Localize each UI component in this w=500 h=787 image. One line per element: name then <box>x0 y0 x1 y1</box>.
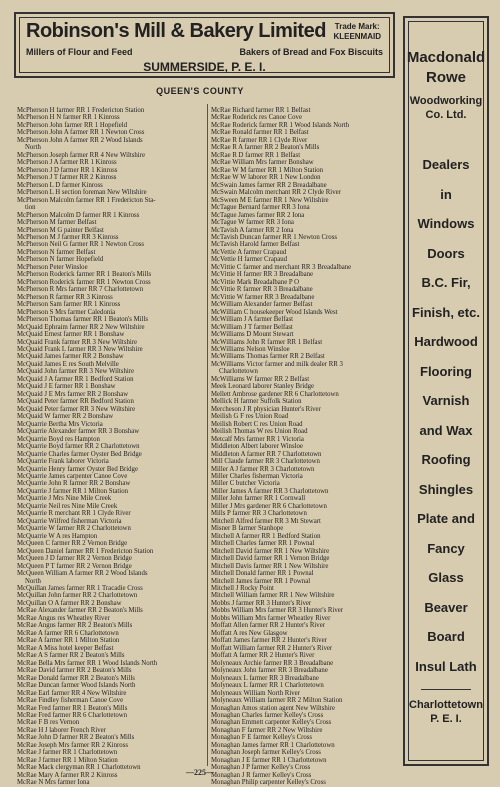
directory-entry: McQuarrie Alexander farmer RR 3 Bonshaw <box>17 428 140 436</box>
directory-entry: McPherson John A farmer RR 1 Newton Cross <box>17 129 145 137</box>
top-advertisement <box>14 12 395 78</box>
directory-entry: McWilliams D Mount Stewart <box>211 331 294 339</box>
directory-entry: McQuarrie Boyd res Hampton <box>17 435 100 443</box>
directory-entry: Mitchell J Rocky Point <box>211 585 274 592</box>
directory-entry: McWilliam J A farmer Belfast <box>211 316 294 324</box>
directory-entry: McVittie C farmer and merchant RR 3 Breadalbane <box>211 263 352 271</box>
ad-right-item: Beaver <box>424 599 468 615</box>
ad-company-name: Robinson's Mill & Bakery Limited <box>26 20 326 42</box>
ad-right-item: and Wax <box>419 422 473 438</box>
directory-entry: McQuarrie Charles farmer Oyster Bed Bridge <box>17 450 142 458</box>
directory-entry: McRae W M farmer RR 1 Milton Station <box>211 166 324 174</box>
directory-entry: McQuarrie Neil res Nine Mile Creek <box>17 502 118 510</box>
ad-right-item: Hardwood <box>414 334 478 349</box>
directory-entry: McQuarrie W farmer RR 2 Charlottetown <box>17 525 131 533</box>
ad-right-item: Plate and <box>417 511 475 526</box>
directory-entry: McRae F B res Vernon <box>17 719 80 727</box>
directory-entry: McPherson Malcolm D farmer RR 1 Kinross <box>17 211 140 219</box>
directory-entry: McRae Roderick farmer RR 1 Wood Islands North <box>211 121 350 129</box>
directory-entry: McQuaid Peter farmer RR Bedford Station <box>17 398 134 406</box>
directory-entry: McQuaid J E farmer RR 1 Bonshaw <box>17 383 116 391</box>
directory-entry: Meilish Robert C res Union Road <box>211 420 303 428</box>
directory-entry: McVittie H farmer RR 3 Breadalbane <box>211 271 314 279</box>
section-title: QUEEN'S COUNTY <box>156 86 244 96</box>
directory-entry: McWilliams Victor farmer and milk dealer RR 3 <box>211 360 343 368</box>
directory-entry: Charlottetown <box>219 368 258 376</box>
directory-entry: Monaghan F E farmer Kelley's Cross <box>211 734 313 742</box>
directory-entry: Mitchell Alfred farmer RR 3 Mt Stewart <box>211 517 321 525</box>
directory-entry: McPherson L D farmer Kinross <box>17 181 103 189</box>
directory-entry: McQuarrie Wilfred fisherman Victoria <box>17 517 122 525</box>
directory-entry: McSwain Malcolm merchant RR 2 Clyde River <box>211 189 341 197</box>
directory-entry: McQuaid James E res South Melville <box>17 360 119 368</box>
ad-trademark <box>333 22 381 42</box>
ad-trademark-name: KLEENMAID <box>333 32 381 41</box>
directory-entry: McQueen Daniel farmer RR 1 Fredericton Station <box>17 547 154 555</box>
ad-right-item: Glass <box>428 570 464 585</box>
directory-entry: McQuarrie W A res Hampton <box>17 532 98 540</box>
directory-entry: McQuillan John farmer RR 2 Charlottetown <box>17 592 138 600</box>
ad-right-item: Windows <box>417 216 475 231</box>
directory-entry: McRae R D farmer RR 1 Belfast <box>211 151 301 159</box>
directory-entry: McPherson Peter Winsloe <box>17 263 88 271</box>
directory-entry: McQueen P T farmer RR 2 Vernon Bridge <box>17 562 132 570</box>
directory-entry: McQueen William A farmer RR 2 Wood Islands <box>17 570 148 578</box>
ad-right-service: Bakers of Bread and Fox Biscuits <box>239 47 383 57</box>
ad-right-item: Doors <box>427 245 465 261</box>
directory-entry: McQuaid J A farmer RR 1 Bedford Station <box>17 375 134 383</box>
directory-entry: McRae Findley fisherman Canoe Cove <box>17 697 124 705</box>
directory-entry: McRae A farmer RR 6 Charlottetown <box>17 629 119 637</box>
directory-entry: McQuarrie James carpenter Canoe Cove <box>17 472 128 480</box>
directory-entry: McWilliam J T farmer Belfast <box>211 323 293 331</box>
directory-entry: Molyneaux Archie farmer RR 3 Breadalbane <box>211 659 334 667</box>
directory-entry: McQuaid Frank L farmer RR 3 New Wiltshire <box>17 346 143 353</box>
directory-entry: Moffatt William farmer RR 2 Hunter's River <box>211 644 333 652</box>
directory-entry: McRae Roderick res Canoe Cove <box>211 114 302 122</box>
directory-entry: McQuarrie John R farmer RR 2 Bonshaw <box>17 480 131 488</box>
directory-entry: McPherson L H section foreman New Wiltshire <box>17 189 147 197</box>
directory-entry: Monaghan F farmer RR 2 New Wiltshire <box>211 726 323 734</box>
directory-entry: McRae Bella Mrs farmer RR 1 Wood Islands North <box>17 659 158 667</box>
directory-entry: McRae John D farmer RR 2 Beaton's Mills <box>17 734 135 742</box>
directory-entry: McQuillan James farmer RR 1 Tracadie Cross <box>17 585 143 592</box>
ad-right-content <box>405 48 487 726</box>
ad-right-rule <box>421 689 471 690</box>
directory-entry: McPherson M J farmer RR 3 Kinross <box>17 233 119 241</box>
directory-entry: McRae Earl farmer RR 4 New Wiltshire <box>17 689 127 697</box>
directory-entry: Mitchell Donald farmer RR 1 Pownal <box>211 570 314 578</box>
directory-entry: Miller A J farmer RR 3 Charlottetown <box>211 465 315 473</box>
directory-entry: Mills P farmer RR 3 Charlottetown <box>211 510 307 518</box>
directory-entry: Miller J Mrs gardener RR 6 Charlottetown <box>211 502 327 510</box>
directory-entry: McRae Duncan farmer Wood Islands North <box>17 682 136 690</box>
directory-entry: Mitchell David farmer RR 1 Vernon Bridge <box>211 555 330 563</box>
directory-entry: Miller James A farmer RR 3 Charlottetown <box>211 487 329 495</box>
directory-entry: Mitchell A farmer RR 1 Bedford Station <box>211 532 321 540</box>
directory-entry: McPherson S Mrs farmer Caledonia <box>17 308 116 316</box>
directory-entry: Monaghan J P farmer Kelley's Cross <box>211 764 311 772</box>
directory-entry: Monaghan Philip carpenter Kelley's Cross <box>211 779 326 787</box>
directory-entry: Monaghan J R farmer Kelley's Cross <box>211 771 312 779</box>
directory-entry: McQuarrie Bertha Mrs Victoria <box>17 420 103 428</box>
ad-place: SUMMERSIDE, P. E. I. <box>143 60 266 74</box>
directory-entry: McTague W farmer RR 3 Iona <box>211 219 294 227</box>
directory-entry: Molyneaux L farmer RR 1 Charlottetown <box>211 682 324 690</box>
directory-entry: Meilish G F res Union Road <box>211 413 289 421</box>
directory-entry: McQuaid W farmer RR 2 Bonshaw <box>17 413 114 421</box>
directory-entry: North <box>25 577 41 585</box>
directory-entry: Monaghan Amos station agent New Wiltshire <box>211 704 336 712</box>
ad-right-item: Varnish <box>422 393 470 408</box>
directory-entry: Monaghan Emmett carpenter Kelley's Cross <box>211 719 332 727</box>
directory-entry: McRae David farmer RR 2 Beaton's Mills <box>17 667 132 675</box>
ad-right-town-line1: Charlottetown <box>409 699 483 711</box>
directory-entry: Monaghan Joseph farmer Kelley's Cross <box>211 749 321 757</box>
directory-entry: Moffatt A farmer RR 2 Hunter's River <box>211 652 315 660</box>
directory-entry: Meek Leonard laborer Stanley Bridge <box>211 383 315 391</box>
directory-entry: Middleton Albert laborer Winsloe <box>211 443 303 451</box>
directory-entry: tion <box>25 204 36 212</box>
page-number: —225— <box>186 768 214 777</box>
directory-entry: Moffatt James farmer RR 2 Hunter's River <box>211 637 327 645</box>
ad-right-item: Finish, etc. <box>412 304 480 320</box>
directory-entry: Molyneaux L farmer RR 3 Breadalbane <box>211 674 319 682</box>
directory-entry: Mitchell James farmer RR 1 Pownal <box>211 577 311 585</box>
ad-right-town-line2: P. E. I. <box>430 713 462 725</box>
directory-entry: Monaghan Charles farmer Kelley's Cross <box>211 711 324 719</box>
directory-entry: McPherson Roderick farmer RR 1 Newton Cross <box>17 278 151 286</box>
directory-entry: McPherson R Mrs farmer RR 7 Charlottetown <box>17 286 144 294</box>
directory-entry: McWilliams John R farmer RR 1 Belfast <box>211 338 323 346</box>
directory-entry: McRae Richard farmer RR 1 Belfast <box>211 107 311 114</box>
ad-right-item: Roofing <box>421 452 471 467</box>
directory-entry: McVettie A farmer Crapaud <box>211 248 287 256</box>
ad-right-item: Shingles <box>418 481 474 497</box>
directory-entry: McRae H J laborer French River <box>17 726 106 734</box>
directory-entry: North <box>25 144 41 152</box>
directory-entry: McRae A Miss hotel keeper Belfast <box>17 644 114 652</box>
directory-entry: Mellett Ambrose gardener RR 6 Charlottetown <box>211 390 339 398</box>
directory-entry: Mitchell William farmer RR 1 New Wiltshire <box>211 592 335 600</box>
ad-right-company: Macdonald Rowe <box>406 49 486 86</box>
directory-entry: McTavish Harold farmer Belfast <box>211 241 300 249</box>
directory-entry: McPherson H N farmer RR 1 Kinross <box>17 114 120 122</box>
directory-entry: McPherson N farmer Belfast <box>17 248 96 256</box>
directory-entry: McSween M E farmer RR 1 New Wiltshire <box>211 196 329 204</box>
directory-entry: McQueen J D farmer RR 2 Vernon Bridge <box>17 555 132 563</box>
ad-trademark-label: Trade Mark: <box>334 22 380 31</box>
directory-entry: McTavish A farmer RR 2 Iona <box>211 226 294 234</box>
directory-entry: McPherson Sam farmer RR 1 Kinross <box>17 301 121 309</box>
directory-entry: Molyneaux William North River <box>211 689 300 697</box>
ad-right-item: Insul Lath <box>415 658 477 674</box>
directory-entry: Moffatt A res New Glasgow <box>211 629 288 637</box>
directory-entry: Mitchell Charles farmer RR 1 Pownal <box>211 540 315 548</box>
ad-right-item: Board <box>427 629 465 644</box>
directory-entry: McWilliam Alexander farmer Belfast <box>211 301 313 309</box>
directory-entry: McPherson Joseph farmer RR 4 New Wiltshire <box>17 151 145 159</box>
directory-entry: McWilliam C housekeeper Wood Islands West <box>211 308 338 316</box>
directory-entry: McQuarrie J Mrs Nine Mile Creek <box>17 495 112 503</box>
directory-entry: McRae Mack clergyman RR 1 Charlottetown <box>17 764 141 772</box>
directory-entry: McQuaid James farmer RR 2 Bonshaw <box>17 353 124 361</box>
directory-entry: McPherson J D farmer RR 1 Kinross <box>17 166 118 174</box>
directory-entry: Mobbs William Mrs farmer RR 3 Hunter's River <box>211 607 344 615</box>
directory-entry: McRae R A farmer RR 2 Beaton's Mills <box>211 144 320 152</box>
directory-entry: McQuarrie Frank laborer Victoria <box>17 458 109 466</box>
directory-entry: McTavish Duncan farmer RR 1 Newton Cross <box>211 233 337 241</box>
directory-entry: McRae William Mrs farmer Bonshaw <box>211 159 314 167</box>
directory-entry: McRae Angus farmer RR 2 Beaton's Mills <box>17 622 133 630</box>
right-advertisement <box>403 16 489 766</box>
directory-entry: McPherson John A farmer RR 2 Wood Islands <box>17 136 143 144</box>
directory-entry: McQuarrie Boyd farmer RR 2 Charlottetown <box>17 443 140 451</box>
ad-right-item: Dealers <box>422 157 470 172</box>
directory-entry: Middleton A farmer RR 7 Charlottetown <box>211 450 322 458</box>
ad-right-item: in <box>440 186 452 202</box>
directory-entry: McRae Alexander farmer RR 2 Beaton's Mills <box>17 607 143 615</box>
directory-entry: McQuaid Frank farmer RR 3 New Wiltshire <box>17 338 138 346</box>
directory-entry: McQuaid Ephraim farmer RR 2 New Wiltshire <box>17 323 145 331</box>
directory-entry: McVittie R farmer RR 3 Breadalbane <box>211 286 313 294</box>
directory-entry: McPherson Thomas farmer RR 1 Beaton's Mills <box>17 316 148 324</box>
directory-entry: McPherson M G painter Belfast <box>17 226 104 234</box>
directory-entry: McQuarrie R merchant RR 1 Clyde River <box>17 510 131 518</box>
directory-entry: McRae N Mrs farmer Iona <box>17 779 90 787</box>
directory-entry: McRae Mary A farmer RR 2 Kinross <box>17 771 118 779</box>
directory-entry: McVittie W farmer RR 3 Breadalbane <box>211 293 315 301</box>
ad-right-items <box>405 150 487 681</box>
directory-entry: McVittie Mark Breadalbane P O <box>211 278 300 286</box>
directory-entry: McRae Fred farmer RR 1 Beaton's Mills <box>17 704 128 712</box>
ad-right-subtitle: Woodworking Co. Ltd. <box>409 95 483 121</box>
directory-column-right <box>211 107 399 787</box>
directory-entry: McPherson J T farmer RR 2 Kinross <box>17 174 117 182</box>
directory-entry: Mellick H farmer Suffolk Station <box>211 398 302 406</box>
directory-entry: McRae J farmer RR 1 Milton Station <box>17 756 118 764</box>
directory-entry: Miller C butcher Victoria <box>211 480 280 488</box>
directory-entry: McRae Fred farmer RR 6 Charlottetown <box>17 711 128 719</box>
directory-entry: McRae Joseph Mrs farmer RR 2 Kinross <box>17 741 129 749</box>
directory-entry: Misner B farmer Stanhope <box>211 525 284 533</box>
directory-entry: McQuaid Peter farmer RR 3 New Wiltshire <box>17 405 136 413</box>
directory-entry: Metcalf Mrs farmer RR 1 Victoria <box>211 435 304 443</box>
directory-entry: Molyneaux William farmer RR 2 Milton Station <box>211 697 343 705</box>
directory-entry: McPherson Malcolm farmer RR 1 Fredericton Sta- <box>17 196 156 204</box>
ad-right-item: B.C. Fir, <box>421 275 471 290</box>
directory-entry: McRae R farmer RR 1 Clyde River <box>211 136 308 144</box>
ad-right-item: Fancy <box>427 540 465 556</box>
directory-entry: McQuaid John farmer RR 3 New Wiltshire <box>17 368 135 376</box>
column-divider <box>207 104 208 766</box>
directory-entry: Moffatt Allen farmer RR 2 Hunter's River <box>211 622 325 630</box>
directory-entry: Monaghan James farmer RR 1 Charlottetown <box>211 741 335 749</box>
directory-entry: McQuaid Ernest farmer RR 1 Bonshaw <box>17 331 125 339</box>
directory-entry: McPherson Neil G farmer RR 1 Newton Cross <box>17 241 145 249</box>
directory-entry: McPherson J A farmer RR 1 Kinross <box>17 159 117 167</box>
ad-right-item: Flooring <box>420 363 472 379</box>
directory-entry: Miller Charles fisherman Victoria <box>211 472 303 480</box>
directory-entry: McPherson John farmer RR 1 Hopefield <box>17 121 128 129</box>
directory-entry: McRae Donald farmer RR 2 Beaton's Mills <box>17 674 135 682</box>
directory-entry: Mill Claude farmer RR 3 Charlottetown <box>211 458 320 466</box>
ad-services <box>26 47 383 57</box>
directory-entry: McPherson M farmer Belfast <box>17 219 97 227</box>
ad-left-service: Millers of Flour and Feed <box>26 47 133 57</box>
directory-entry: McRae J farmer RR 1 Charlottetown <box>17 749 118 757</box>
directory-entry: McPherson R farmer RR 3 Kinross <box>17 293 113 301</box>
directory-entry: McQuarrie Henry farmer Oyster Bed Bridge <box>17 465 138 473</box>
directory-entry: McWilliams W farmer RR 2 Belfast <box>211 375 310 383</box>
directory-entry: Mobbs J farmer RR 3 Hunter's River <box>211 599 312 607</box>
directory-entry: McWilliams Nelson Winsloe <box>211 346 290 353</box>
directory-entry: McWilliams Thomas farmer RR 2 Belfast <box>211 353 325 361</box>
directory-entry: McVettie H farmer Crapaud <box>211 256 288 264</box>
directory-entry: McQuillan O A farmer RR 2 Bonshaw <box>17 599 122 607</box>
directory-entry: Mobbs William Mrs farmer Wheatley River <box>211 614 331 622</box>
directory-entry: McPherson Roderick farmer RR 1 Beaton's Mills <box>17 271 152 279</box>
directory-column-left <box>17 107 205 787</box>
directory-entry: Mercheson J R physician Hunter's River <box>211 405 321 413</box>
directory-entry: McTague Bernard farmer RR 3 Iona <box>211 204 310 212</box>
directory-entry: McRae Angus res Wheatley River <box>17 614 110 622</box>
directory-entry: Meilish Thomas W res Union Road <box>211 428 308 436</box>
directory-entry: Monaghan J E farmer RR 1 Charlottetown <box>211 756 327 764</box>
directory-entry: McRae Ronald farmer RR 1 Belfast <box>211 129 309 137</box>
directory-entry: McSwain James farmer RR 2 Breadalbane <box>211 181 327 189</box>
directory-entry: Mitchell David farmer RR 1 New Wiltshire <box>211 547 330 555</box>
directory-entry: McPherson H farmer RR 1 Fredericton Station <box>17 107 145 114</box>
directory-entry: Miller John farmer RR 1 Cornwall <box>211 495 306 503</box>
directory-entry: McRae A farmer RR 1 Milton Station <box>17 637 120 645</box>
directory-entry: McQueen C farmer RR 2 Vernon Bridge <box>17 540 128 548</box>
directory-entry: Mitchell Davis farmer RR 1 New Wiltshire <box>211 562 329 570</box>
directory-entry: McRae A S farmer RR 2 Beaton's Mills <box>17 652 125 660</box>
directory-entry: McQuaid J E Mrs farmer RR 2 Bonshaw <box>17 390 129 398</box>
directory-entry: McPherson N farmer Hopefield <box>17 256 104 264</box>
directory-entry: Molyneaux John farmer RR 3 Breadalbane <box>211 667 328 675</box>
directory-entry: McRae W W laborer RR 1 New London <box>211 174 321 182</box>
directory-entry: McTague James farmer RR 2 Iona <box>211 211 305 219</box>
directory-entry: McQuarrie J farmer RR 1 Milton Station <box>17 487 128 495</box>
